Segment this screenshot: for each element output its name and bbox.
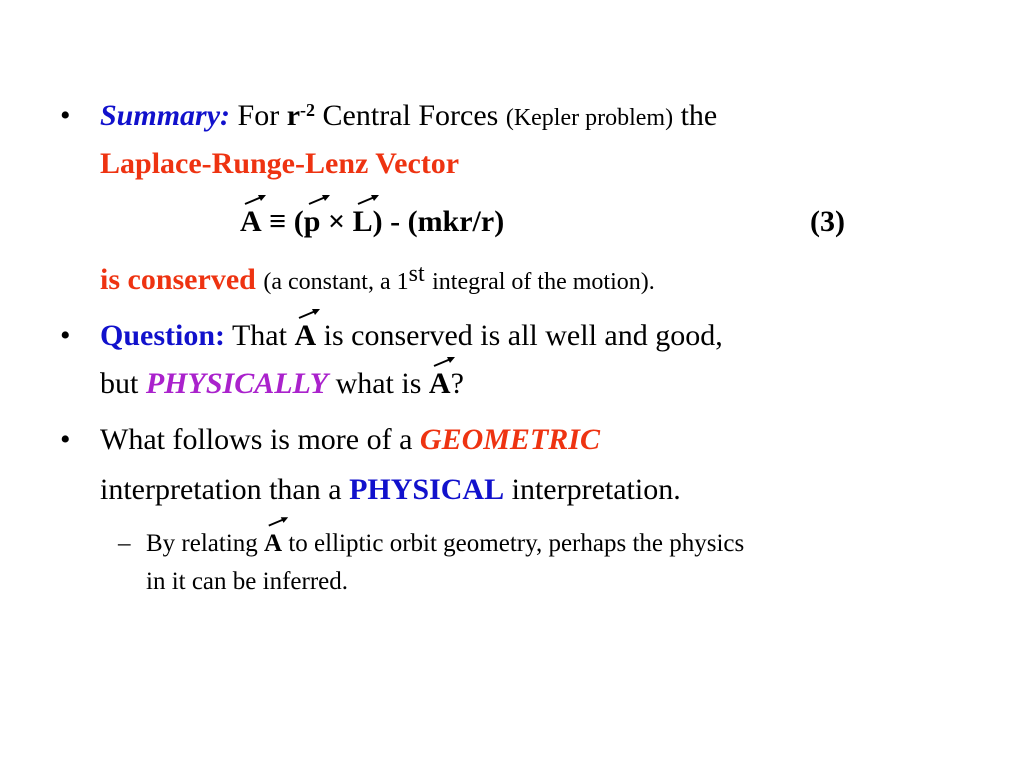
L-symbol: L bbox=[352, 205, 373, 238]
interpretation-line bbox=[100, 472, 681, 508]
st-superscript: st bbox=[408, 261, 425, 287]
equation-remainder: ) - (mkr/r) bbox=[372, 205, 505, 238]
vector-A bbox=[429, 366, 451, 402]
vector-A bbox=[294, 318, 316, 354]
vector-arrow-icon bbox=[306, 192, 332, 206]
vector-A bbox=[240, 204, 262, 240]
by-relating-text: By relating bbox=[146, 530, 258, 557]
equiv-symbol: ≡ bbox=[269, 205, 287, 238]
inferred-line: in it can be inferred. bbox=[146, 568, 348, 595]
sub-bullet-marker: – bbox=[118, 530, 131, 557]
for-text: For bbox=[237, 99, 280, 132]
interpretation-text: interpretation than a bbox=[100, 473, 342, 506]
but-text: but bbox=[100, 367, 139, 400]
vector-L bbox=[353, 204, 373, 240]
r-symbol: r bbox=[286, 99, 301, 132]
constant-text-end: integral of the motion). bbox=[432, 269, 655, 295]
A-symbol: A bbox=[240, 205, 262, 238]
vector-arrow-icon bbox=[431, 354, 457, 368]
open-paren: ( bbox=[293, 205, 304, 238]
what-is-text: what is bbox=[335, 367, 422, 400]
question-rest: is conserved is all well and good, bbox=[323, 319, 723, 352]
vector-arrow-icon bbox=[242, 192, 268, 206]
that-text: That bbox=[231, 319, 287, 352]
question-mark: ? bbox=[450, 367, 464, 400]
vector-p bbox=[304, 204, 321, 240]
what-follows-text: What follows is more of a bbox=[100, 423, 413, 456]
bullet-marker: • bbox=[60, 319, 71, 352]
vector-A bbox=[264, 528, 282, 560]
lrl-line bbox=[100, 146, 459, 182]
A-symbol: A bbox=[264, 530, 283, 557]
question-line bbox=[100, 318, 723, 354]
summary-label: Summary: bbox=[100, 99, 231, 132]
p-symbol: p bbox=[303, 205, 321, 238]
bullet-marker: • bbox=[60, 99, 71, 132]
central-forces-text: Central Forces bbox=[322, 99, 499, 132]
vector-arrow-icon bbox=[266, 514, 290, 528]
conserved-line bbox=[100, 262, 655, 300]
relating-rest: to elliptic orbit geometry, perhaps the physics bbox=[288, 530, 745, 557]
the-text: the bbox=[680, 99, 718, 132]
physical-label: PHYSICAL bbox=[349, 473, 505, 506]
geometric-line bbox=[100, 422, 600, 458]
bullet-marker: • bbox=[60, 423, 71, 456]
vector-arrow-icon bbox=[355, 192, 381, 206]
A-symbol: A bbox=[428, 367, 451, 400]
summary-line bbox=[100, 98, 717, 136]
question-label: Question: bbox=[100, 319, 226, 352]
exponent: -2 bbox=[300, 100, 316, 120]
vector-arrow-icon bbox=[296, 306, 322, 320]
geometric-label: GEOMETRIC bbox=[419, 423, 600, 456]
physically-label: PHYSICALLY bbox=[145, 367, 329, 400]
physically-line bbox=[100, 366, 464, 402]
A-symbol: A bbox=[294, 319, 317, 352]
equation bbox=[240, 204, 504, 240]
lrl-vector-label: Laplace-Runge-Lenz Vector bbox=[100, 147, 460, 180]
relating-line bbox=[146, 528, 744, 560]
is-conserved-label: is conserved bbox=[100, 263, 256, 296]
interpretation-end: interpretation. bbox=[511, 473, 681, 506]
times-symbol: × bbox=[327, 205, 346, 238]
kepler-text: (Kepler problem) bbox=[505, 105, 674, 131]
constant-text-start: (a constant, a 1 bbox=[263, 269, 409, 295]
equation-number: (3) bbox=[810, 205, 845, 238]
